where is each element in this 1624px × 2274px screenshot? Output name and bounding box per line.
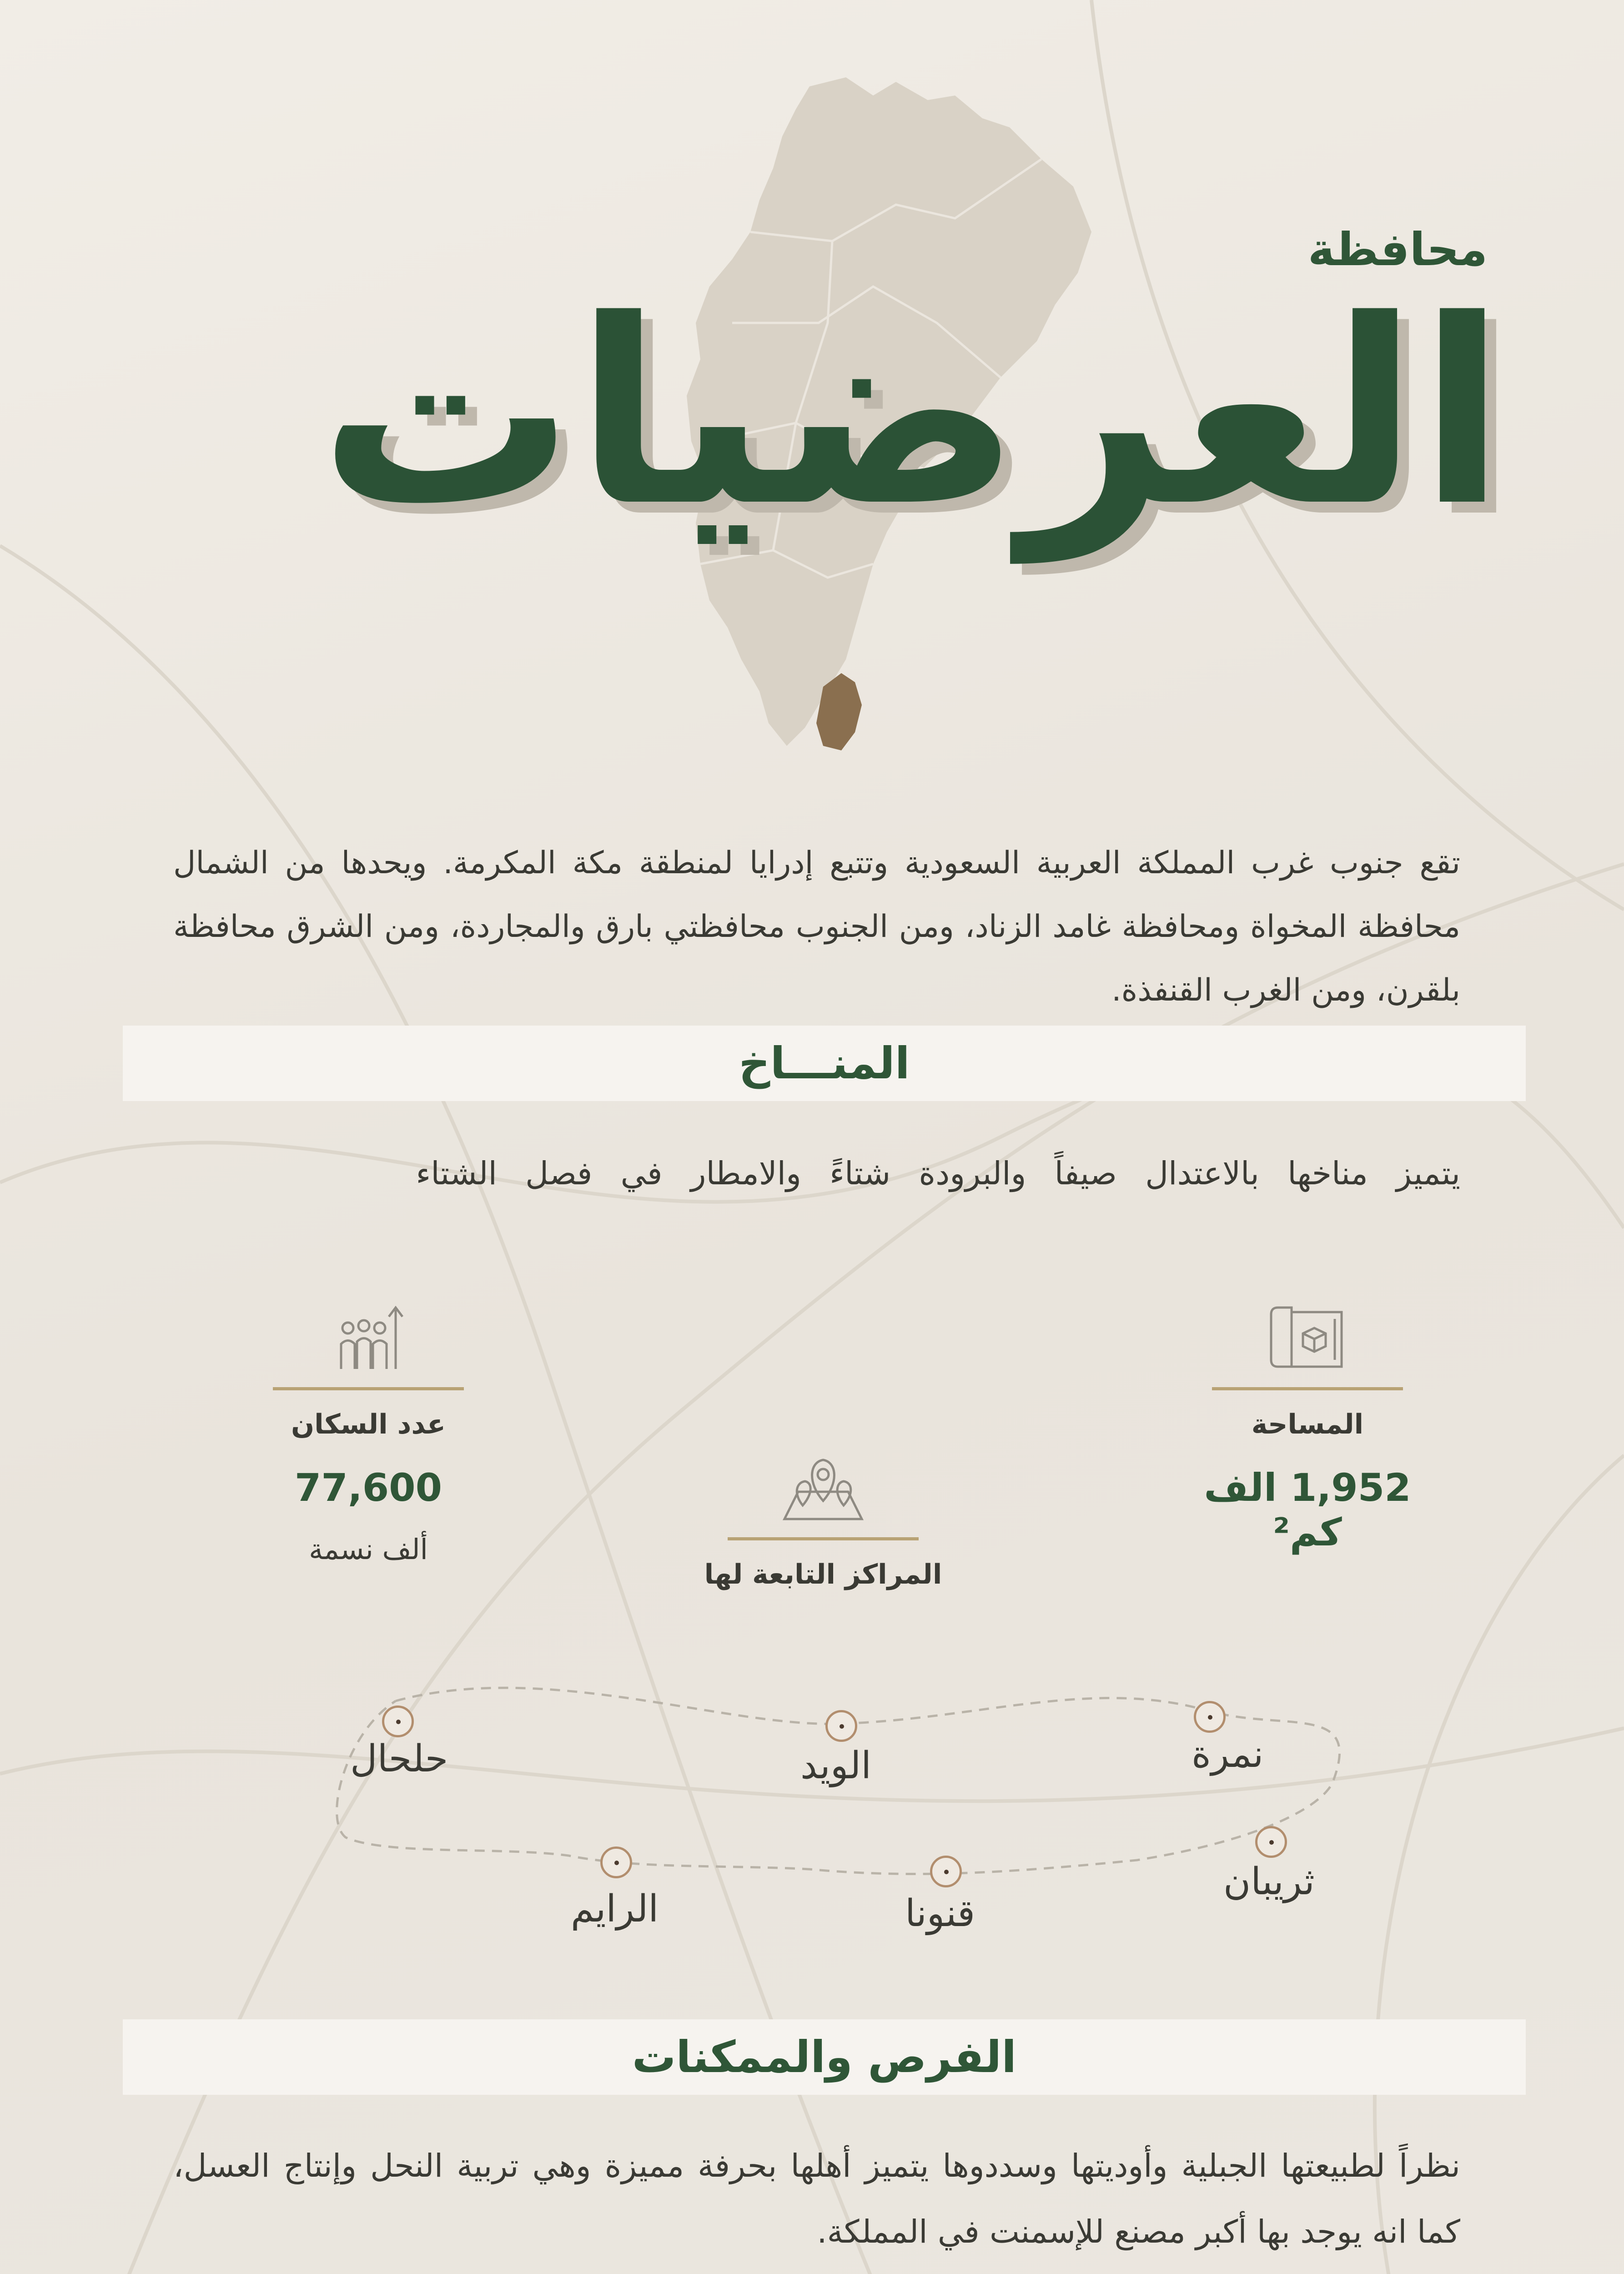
pre-title: محافظة [1307, 223, 1488, 276]
center-halhal: حلحال [350, 1737, 448, 1781]
page-title: العرضيات [319, 266, 1506, 562]
climate-paragraph: يتميز مناخها بالاعتدال صيفاً والبرودة شتاءً والامطار في فصل الشتاء [416, 1155, 1460, 1192]
opportunities-paragraph: نظراً لطبيعتها الجبلية وأوديتها وسددوها يتميز أهلها بحرفة مميزة وهي تربية النحل وإنتاج العسل، كما انه يوجد بها أكبر مصنع للإسمنت في المملكة. [173, 2147, 1460, 2250]
center-marker-alraim [600, 1846, 632, 1878]
population-divider [273, 1387, 464, 1390]
center-marker-alwaid [825, 1710, 857, 1742]
center-namira: نمرة [1192, 1733, 1264, 1776]
center-marker-thariban [1255, 1826, 1287, 1858]
center-alwaid: الويد [800, 1744, 871, 1787]
centers-label: المراكز التابعة لها [704, 1559, 942, 1590]
map-pins-icon [780, 1451, 866, 1524]
opportunities-heading-band [123, 2019, 1526, 2095]
population-value: 77,600 [294, 1465, 442, 1510]
climate-heading: المنـــاخ [739, 1038, 910, 1089]
blueprint-icon [1269, 1301, 1346, 1373]
area-divider [1212, 1387, 1403, 1390]
center-marker-halhal [382, 1706, 414, 1737]
stat-centers [687, 1451, 960, 1590]
people-icon [330, 1301, 407, 1373]
centers-divider [728, 1537, 919, 1540]
center-alraim: الرايم [571, 1887, 659, 1931]
center-thariban: ثريبان [1223, 1860, 1315, 1903]
stat-population [232, 1301, 505, 1566]
area-label: المساحة [1251, 1409, 1364, 1440]
area-value: 1,952 الف كم² [1204, 1465, 1411, 1555]
stat-area [1171, 1301, 1444, 1555]
population-label: عدد السكان [291, 1409, 446, 1440]
population-unit: ألف نسمة [309, 1533, 428, 1566]
center-marker-namira [1194, 1701, 1226, 1733]
climate-heading-band [123, 1026, 1526, 1101]
opportunities-heading: الفرص والممكنات [632, 2032, 1017, 2083]
center-qanuna: قنونا [905, 1892, 975, 1935]
center-marker-qanuna [930, 1856, 962, 1887]
intro-paragraph: تقع جنوب غرب المملكة العربية السعودية وتتبع إدرايا لمنطقة مكة المكرمة. ويحدها من الشمال محافظة المخواة ومحافظة غامد الزناد، ومن الجنوب محافظتي بارق والمجاردة، ومن الشرق محافظة بلقرن، ومن الغرب القنفذة. [173, 845, 1460, 1008]
